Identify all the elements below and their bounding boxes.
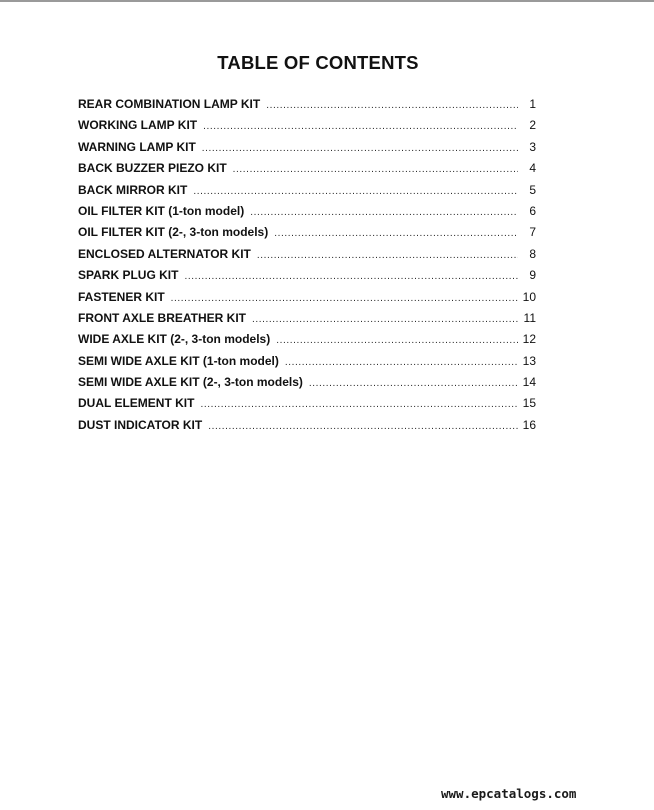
dot-leader [309, 378, 518, 389]
toc-entry[interactable] [78, 354, 536, 375]
toc-entry[interactable] [78, 290, 536, 311]
toc-entry[interactable] [78, 161, 536, 182]
dot-leader [250, 207, 518, 218]
toc-entry-label: DUST INDICATOR KIT [78, 417, 203, 432]
toc-entry-label: BACK MIRROR KIT [78, 182, 188, 197]
toc-entry-page: 12 [522, 332, 536, 347]
toc-entry-page: 3 [529, 139, 536, 154]
toc-entry[interactable] [78, 418, 536, 439]
dot-leader [266, 100, 518, 111]
toc-entry-label: SPARK PLUG KIT [78, 268, 179, 283]
toc-entry-label: WIDE AXLE KIT (2-, 3-ton models) [78, 332, 271, 347]
toc-entry-page: 6 [529, 203, 536, 218]
toc-entry[interactable] [78, 204, 536, 225]
toc-entry-page: 2 [529, 118, 536, 133]
dot-leader [274, 228, 518, 239]
dot-leader [203, 121, 518, 132]
toc-entry[interactable] [78, 118, 536, 139]
top-border-rule [0, 0, 654, 2]
toc-entry[interactable] [78, 268, 536, 289]
toc-entry-page: 8 [529, 246, 536, 261]
toc-entry-label: FRONT AXLE BREATHER KIT [78, 310, 246, 325]
toc-entry-label: REAR COMBINATION LAMP KIT [78, 97, 261, 111]
toc-entry-label: DUAL ELEMENT KIT [78, 396, 195, 411]
toc-entry-page: 1 [529, 97, 536, 111]
toc-entry[interactable] [78, 225, 536, 246]
toc-entry-label: ENCLOSED ALTERNATOR KIT [78, 246, 251, 261]
toc-entry-page: 4 [529, 161, 536, 176]
watermark-url: www.epcatalogs.com [441, 786, 577, 801]
toc-entry[interactable] [78, 183, 536, 204]
toc-entry-page: 5 [529, 182, 536, 197]
dot-leader [257, 250, 518, 261]
toc-entry-page: 11 [523, 310, 536, 325]
dot-leader [276, 335, 518, 346]
dot-leader [200, 399, 518, 410]
toc-entry-label: OIL FILTER KIT (2-, 3-ton models) [78, 225, 269, 240]
dot-leader [252, 314, 518, 325]
toc-entry-label: FASTENER KIT [78, 289, 165, 304]
toc-entry-label: SEMI WIDE AXLE KIT (1-ton model) [78, 353, 279, 368]
toc-entry[interactable] [78, 140, 536, 161]
toc-entry[interactable] [78, 375, 536, 396]
dot-leader [285, 357, 518, 368]
toc-entry-page: 13 [522, 353, 536, 368]
toc-entry[interactable] [78, 396, 536, 417]
dot-leader [202, 143, 518, 154]
toc-entry[interactable] [78, 332, 536, 353]
dot-leader [193, 186, 518, 197]
toc-entry-page: 14 [522, 375, 536, 390]
toc-entry-label: OIL FILTER KIT (1-ton model) [78, 203, 245, 218]
toc-entry-label: BACK BUZZER PIEZO KIT [78, 161, 227, 176]
toc-entry-label: WORKING LAMP KIT [78, 118, 198, 133]
dot-leader [184, 271, 518, 282]
toc-entry[interactable] [78, 97, 536, 118]
toc-entry-page: 10 [522, 289, 536, 304]
toc-entry-page: 7 [529, 225, 536, 240]
toc-entry-page: 15 [522, 396, 536, 411]
page-title: TABLE OF CONTENTS [217, 52, 419, 73]
dot-leader [208, 421, 518, 432]
toc-entry[interactable] [78, 247, 536, 268]
dot-leader [171, 293, 518, 304]
toc-entry[interactable] [78, 311, 536, 332]
toc-entry-label: WARNING LAMP KIT [78, 139, 196, 154]
toc-entry-page: 9 [529, 268, 536, 283]
dot-leader [233, 164, 518, 175]
toc-entry-page: 16 [522, 417, 536, 432]
table-of-contents [78, 97, 536, 439]
toc-entry-label: SEMI WIDE AXLE KIT (2-, 3-ton models) [78, 375, 303, 390]
